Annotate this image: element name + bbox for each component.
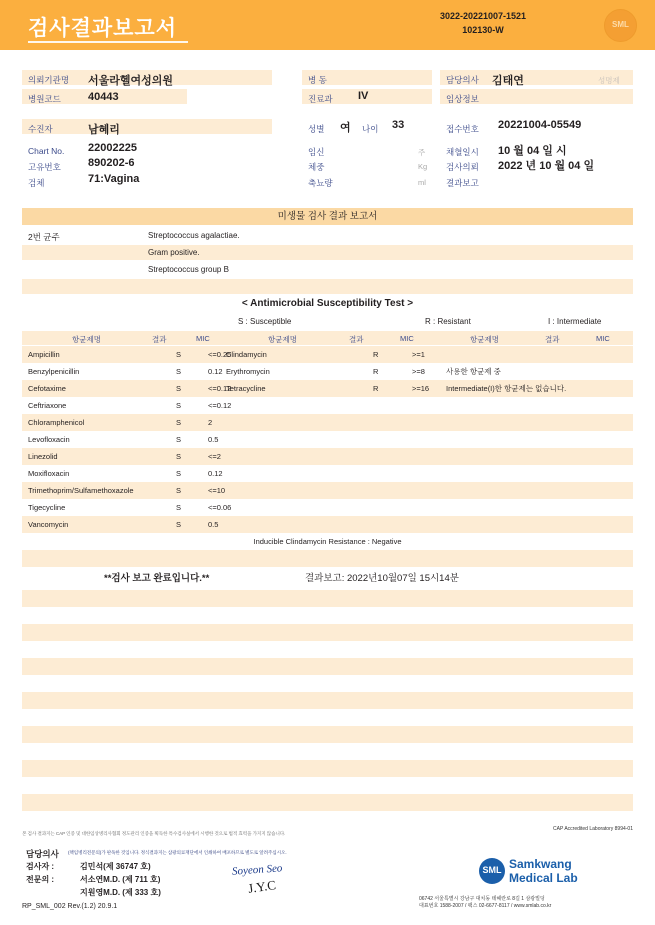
- drug-mic: <=0.12: [208, 401, 232, 410]
- sex-label: 성별: [308, 124, 325, 134]
- pregnancy-unit: 주: [418, 148, 426, 157]
- drug-name: Tigecycline: [28, 503, 66, 512]
- micro-line-0: Streptococcus agalactiae.: [148, 231, 240, 240]
- micro-row-0: [22, 228, 633, 243]
- drug-mic: <=2: [208, 452, 221, 461]
- table-row: [22, 346, 633, 363]
- drug-mic: 2: [208, 418, 213, 427]
- doctor-ghost-label: 성명제: [598, 76, 620, 85]
- note-right-1: 사용한 항균제 중: [446, 367, 501, 376]
- legend-intermediate: I : Intermediate: [548, 317, 602, 326]
- table-row: [22, 482, 633, 499]
- sml-logo-text: SML: [482, 865, 502, 875]
- footer-disclaimer: 본 검사 결과지는 CAP 인증 및 대한임상병리사협회 정도관리 인증을 획득한 특수검사실에서 시행한 것으로 법적 효력을 가지지 않습니다.: [22, 831, 286, 836]
- specialist-value-2: 지원영M.D. (제 333 호): [80, 888, 161, 897]
- drug-result: S: [176, 435, 182, 444]
- clinical-info-label: 임상정보: [446, 94, 479, 104]
- accession-label: 접수번호: [446, 124, 479, 134]
- form-revision: RP_SML_002 Rev.(1.2) 20.9.1: [22, 903, 118, 910]
- drug-result: S: [176, 503, 182, 512]
- table-row: [22, 414, 633, 431]
- drug-result: S: [176, 469, 182, 478]
- collected-value: 10 월 04 일 시: [498, 145, 567, 157]
- legend-susceptible: S : Susceptible: [238, 317, 292, 326]
- drug-result: S: [176, 520, 182, 529]
- dept-label: 진료과: [308, 94, 333, 104]
- drug-result: S: [176, 350, 182, 359]
- barcode-line-2: 102130-W: [462, 25, 504, 35]
- responsible-doctor-note: (책임병리전문의)가 판독한 것입니다. 정식결과지는 삼광의료재단에서 인쇄하여 배포하므로 별도로 알려주십시오.: [68, 850, 287, 855]
- sml-name-line-1: Samkwang: [509, 857, 572, 871]
- col-result-1: 결과: [152, 335, 167, 344]
- table-row: [22, 465, 633, 482]
- blank-row: [22, 658, 633, 675]
- micro-line-1: Gram positive.: [148, 248, 200, 257]
- blank-rows-area: [22, 590, 633, 822]
- address-line-2: 대표번호 1588-2007 / 팩스 02-6677-8117 / www.smlab.co.kr: [419, 903, 552, 909]
- responsible-doctor-label: 담당의사: [26, 849, 59, 859]
- report-label: 결과보고: [446, 178, 479, 188]
- title-underline: [28, 41, 188, 43]
- drug-mic: <=0.25: [208, 350, 232, 359]
- drug-mic: <=10: [208, 486, 226, 495]
- col-drug-3: 항균제명: [470, 335, 499, 344]
- drug-result: S: [176, 418, 182, 427]
- drug-mic-2: >=8: [412, 367, 425, 376]
- report-header: [0, 0, 655, 50]
- cap-accreditation: CAP Accredited Laboratory 8994-01: [553, 826, 633, 832]
- resident-id-label: 고유번호: [28, 162, 61, 172]
- specimen-value: 71:Vagina: [88, 173, 140, 185]
- table-row: [22, 448, 633, 465]
- report-datetime: 결과보고: 2022년10월07일 15시14분: [305, 573, 459, 584]
- sml-logo: [479, 855, 639, 893]
- drug-result: S: [176, 486, 182, 495]
- drug-name: Trimethoprim/Sulfamethoxazole: [28, 486, 134, 495]
- drug-mic: 0.12: [208, 469, 223, 478]
- lab-address: [419, 896, 639, 910]
- address-line-1: 06742 서울특별시 강남구 대치동 테헤란로 8길 1 삼광빌딩: [419, 896, 545, 902]
- inducible-note: Inducible Clindamycin Resistance : Negative: [253, 537, 402, 546]
- patient-name-value: 남혜리: [88, 124, 120, 136]
- request-date-value: 2022 년 10 월 04 일: [498, 160, 595, 172]
- completion-text: **검사 보고 완료입니다.**: [104, 573, 210, 584]
- strain-label: 2번 균주: [28, 232, 60, 242]
- drug-name: Ceftriaxone: [28, 401, 67, 410]
- blank-row: [22, 794, 633, 811]
- table-row: [22, 516, 633, 533]
- micro-row-3: [22, 279, 633, 294]
- col-result-2: 결과: [349, 335, 364, 344]
- lab-logo-label: SML: [612, 20, 629, 29]
- drug-name: Chloramphenicol: [28, 418, 85, 427]
- blank-row: [22, 692, 633, 709]
- signature-1: Soyeon Seo: [231, 862, 283, 878]
- drug-result: S: [176, 401, 182, 410]
- urine-volume-unit: ml: [418, 178, 426, 187]
- urine-volume-label: 축뇨량: [308, 178, 333, 188]
- accession-value: 20221004-05549: [498, 119, 582, 131]
- blank-row: [22, 641, 633, 658]
- drug-name: Linezolid: [28, 452, 58, 461]
- col-result-3: 결과: [545, 335, 560, 344]
- request-date-label: 검사의뢰: [446, 162, 479, 172]
- drug-result-2: R: [373, 384, 379, 393]
- signature-2: J.Y.C: [247, 877, 277, 896]
- sml-name-line-2: Medical Lab: [509, 871, 578, 885]
- legend-resistant: R : Resistant: [425, 317, 471, 326]
- tester-value: 김민석(제 36747 호): [80, 862, 151, 871]
- drug-mic-2: >=16: [412, 384, 430, 393]
- doctor-label: 담당의사: [446, 75, 479, 85]
- drug-mic: <=0.12: [208, 384, 232, 393]
- collected-label: 채혈일시: [446, 147, 479, 157]
- drug-result: S: [176, 384, 182, 393]
- age-label: 나이: [362, 124, 379, 134]
- blank-row: [22, 743, 633, 760]
- table-row: [22, 397, 633, 414]
- table-row: [22, 363, 633, 380]
- weight-unit: Kg: [418, 162, 428, 171]
- drug-name: Vancomycin: [28, 520, 69, 529]
- chart-no-value: 22002225: [88, 142, 137, 154]
- drug-name: Moxifloxacin: [28, 469, 70, 478]
- drug-mic: 0.5: [208, 435, 219, 444]
- ast-column-header-band: [22, 331, 633, 345]
- age-value: 33: [392, 119, 405, 131]
- sml-logo-icon: [479, 858, 505, 884]
- blank-row: [22, 760, 633, 777]
- pregnancy-label: 임신: [308, 147, 325, 157]
- table-row: [22, 380, 633, 397]
- hospital-code-value: 40443: [88, 91, 119, 103]
- drug-result: S: [176, 452, 182, 461]
- barcode-line-1: 3022-20221007-1521: [439, 11, 527, 21]
- ast-title: < Antimicrobial Susceptibility Test >: [241, 298, 414, 309]
- chart-no-label: Chart No.: [28, 146, 65, 156]
- doctor-value: 김태연: [492, 75, 524, 87]
- drug-mic: <=0.06: [208, 503, 232, 512]
- blank-row: [22, 607, 633, 624]
- drug-mic-2: >=1: [412, 350, 425, 359]
- note-right-2: Intermediate(I)한 항균제는 없습니다.: [446, 384, 567, 393]
- drug-name: Ampicillin: [28, 350, 60, 359]
- drug-name: Cefotaxime: [28, 384, 66, 393]
- resident-id-value: 890202-6: [88, 157, 135, 169]
- ward-label: 병 동: [308, 75, 327, 85]
- col-drug-1: 항균제명: [72, 335, 101, 344]
- col-mic-3: MIC: [596, 334, 610, 343]
- drug-result-2: R: [373, 367, 379, 376]
- drug-name-2: Tetracycline: [226, 384, 266, 393]
- institution-value: 서울라헬여성의원: [88, 75, 174, 87]
- tester-label: 검사자 :: [26, 862, 55, 871]
- drug-mic: 0.5: [208, 520, 219, 529]
- dept-value: IV: [358, 90, 369, 102]
- specimen-label: 검체: [28, 178, 45, 188]
- page-title: 검사결과보고서: [28, 17, 178, 40]
- micro-section-title: 미생물 검사 결과 보고서: [22, 208, 633, 225]
- sex-value: 여: [340, 122, 351, 134]
- blank-row: [22, 777, 633, 794]
- lab-logo-icon: [604, 9, 637, 42]
- micro-row-1: [22, 245, 633, 260]
- col-drug-2: 항균제명: [268, 335, 297, 344]
- hospital-code-label: 병원코드: [28, 94, 61, 104]
- blank-row: [22, 624, 633, 641]
- col-mic-1: MIC: [196, 334, 210, 343]
- table-row: [22, 499, 633, 516]
- drug-result: S: [176, 367, 182, 376]
- blank-row: [22, 675, 633, 692]
- drug-result-2: R: [373, 350, 379, 359]
- drug-name: Levofloxacin: [28, 435, 70, 444]
- micro-line-2: Streptococcus group B: [148, 265, 229, 274]
- drug-name-2: Erythromycin: [226, 367, 270, 376]
- blank-row: [22, 709, 633, 726]
- patient-name-label: 수진자: [28, 124, 53, 134]
- specialist-label: 전문의 :: [26, 875, 55, 884]
- drug-name: Benzylpenicillin: [28, 367, 80, 376]
- spacer-row-1: [22, 550, 633, 567]
- specialist-value-1: 서소연M.D. (제 711 호): [80, 875, 161, 884]
- weight-label: 체중: [308, 162, 325, 172]
- blank-row: [22, 726, 633, 743]
- micro-row-2: [22, 262, 633, 277]
- drug-name-2: Clindamycin: [226, 350, 267, 359]
- barcode-text: [383, 9, 583, 37]
- col-mic-2: MIC: [400, 334, 414, 343]
- blank-row: [22, 590, 633, 607]
- table-row: [22, 431, 633, 448]
- drug-mic: 0.12: [208, 367, 223, 376]
- patient-name-band: [22, 119, 272, 134]
- institution-label: 의뢰기관명: [28, 75, 70, 85]
